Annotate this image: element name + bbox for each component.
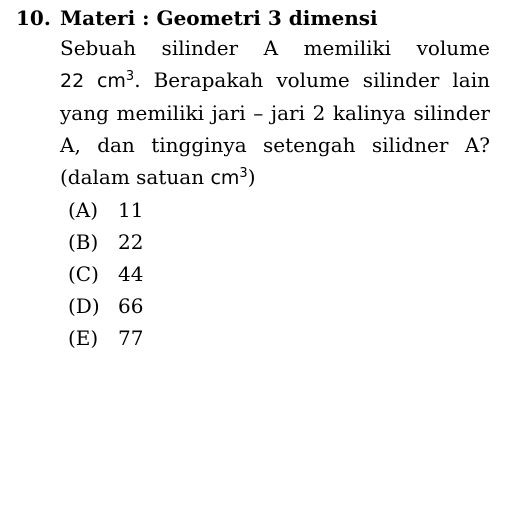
question-title: Materi : Geometri 3 dimensi	[60, 6, 378, 30]
option-letter: (B)	[68, 230, 99, 254]
unit-cm3: $cm^3$	[210, 166, 248, 189]
option-d[interactable]	[68, 290, 516, 322]
option-c[interactable]	[68, 258, 516, 290]
option-value: 22	[118, 230, 144, 254]
option-e[interactable]	[68, 322, 516, 354]
volume-value: 22 $cm^3$	[60, 69, 135, 92]
option-value: 66	[118, 294, 144, 318]
question-header	[16, 4, 516, 32]
option-letter: (D)	[68, 294, 100, 318]
option-a[interactable]	[68, 194, 516, 226]
question-line-4: A, dan tingginya setengah silidner A?	[60, 133, 490, 157]
answer-options	[68, 194, 516, 354]
question-line-3: yang memiliki jari – jari 2 kalinya silinder	[60, 101, 490, 125]
question-line-1: Sebuah silinder A memiliki volume	[60, 36, 490, 60]
option-letter: (E)	[68, 326, 99, 350]
question-10	[16, 4, 516, 354]
option-letter: (C)	[68, 262, 99, 286]
option-b[interactable]	[68, 226, 516, 258]
option-letter: (A)	[68, 198, 99, 222]
question-line-2-rest: . Berapakah volume silinder lain	[134, 68, 490, 92]
option-value: 77	[118, 326, 144, 350]
option-value: 11	[118, 198, 144, 222]
question-line-5: (dalam satuan $cm^3$)	[60, 165, 256, 189]
question-line-2	[60, 64, 490, 97]
question-text	[60, 32, 490, 194]
option-value: 44	[118, 262, 144, 286]
question-number: 10.	[16, 6, 51, 30]
